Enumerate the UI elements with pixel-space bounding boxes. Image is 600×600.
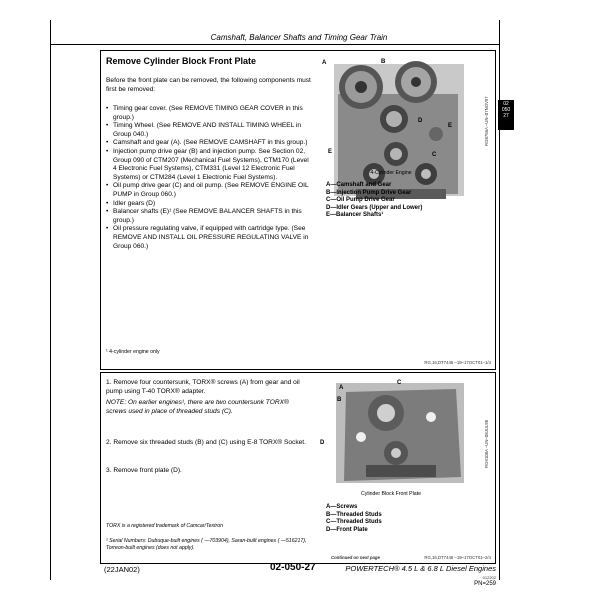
list-item: • Camshaft and gear (A). (See REMOVE CAMSHAFT in this group.) — [106, 139, 311, 148]
page-title: Camshaft, Balancer Shafts and Timing Gear Train — [210, 33, 388, 42]
reference-code: RG,16,DT7446 –19–17OCT01–2/4 — [424, 555, 491, 560]
step-1: 1. Remove four countersunk, TORX® screws (A) from gear and oil pump using T-40 TORX® adapter. — [106, 379, 300, 395]
figure-legend — [326, 504, 382, 534]
note — [106, 399, 311, 416]
footer-date: (22JAN02) — [104, 565, 140, 574]
side-tab-page: 27 — [503, 113, 509, 119]
section-intro: Before the front plate can be removed, the following components must first be removed: — [106, 77, 311, 93]
legend-item: D—Idler Gears (Upper and Lower) — [326, 204, 423, 211]
header-rule — [50, 44, 499, 45]
side-tab-section: 02 — [503, 101, 509, 107]
front-plate-figure — [316, 377, 481, 492]
callout-d: D — [320, 440, 325, 446]
note-label: NOTE: — [106, 399, 127, 406]
footnote: ¹ Serial Numbers: Dubuque-built engines ( —703904), Saran-built engines ( —516217), Torreon-built engines (does not apply). — [106, 538, 307, 551]
legend-item: A—Screws — [326, 504, 358, 510]
side-tab — [498, 100, 514, 130]
figure-id: RG9108A –UN–08JUL98 — [484, 419, 489, 468]
section-remove-front-plate-steps — [100, 372, 496, 564]
callout-c: C — [397, 380, 402, 386]
legend-item: E—Balancer Shafts¹ — [326, 212, 384, 219]
figure-caption: Cylinder Block Front Plate — [361, 491, 421, 497]
reference-code: RG,16,DT7446 –19–17OCT01–1/4 — [424, 360, 491, 365]
list-item: • Timing Wheel. (See REMOVE AND INSTALL TIMING WHEEL in Group 040.) — [106, 122, 311, 139]
list-item: • Idler gears (D) — [106, 200, 311, 209]
list-item: • Oil pump drive gear (C) and oil pump. (See REMOVE ENGINE OIL PUMP in Group 060.) — [106, 182, 311, 199]
callout-b: B — [337, 397, 342, 403]
legend-item: A—Camshaft and Gear — [326, 182, 392, 188]
list-item: • Balancer shafts (E)¹ (See REMOVE BALANCER SHAFTS in this group.) — [106, 208, 311, 225]
footer-pn: PN=259 — [474, 581, 496, 587]
note-text: On earlier engines¹, there are two countersunk TORX® screws used in place of threaded studs (C). — [106, 399, 289, 415]
footer-page-number: 02-050-27 — [270, 562, 316, 573]
callout-c: C — [432, 152, 437, 158]
figure-id: RG8756A –UN–07NOV97 — [484, 96, 489, 146]
prerequisite-list — [106, 105, 311, 251]
step-2: 2. Remove six threaded studs (B) and (C) using E-8 TORX® Socket. — [106, 439, 306, 446]
figure-legend — [326, 182, 422, 220]
legend-item: D—Front Plate — [326, 526, 368, 533]
footer-small-code: 012202 — [482, 575, 496, 580]
trademark-note: TORX is a registered trademark of Camcar/Textron — [106, 523, 224, 529]
list-item: • Oil pressure regulating valve, if equipped with cartridge type. (See REMOVE AND INSTALL OIL PRESSURE REGULATING VALVE in Group 060.) — [106, 225, 311, 251]
list-item: • Timing gear cover. (See REMOVE TIMING GEAR COVER in this group.) — [106, 105, 311, 122]
section-remove-front-plate — [100, 50, 496, 370]
callout-a: A — [339, 385, 344, 391]
callout-e: E — [328, 149, 333, 155]
footer-brand: POWERTECH® 4.5 L & 6.8 L Diesel Engines — [345, 564, 496, 573]
step-3: 3. Remove front plate (D). — [106, 467, 182, 474]
figure-caption: 4-Cylinder Engine — [370, 170, 412, 176]
legend-item: C—Oil Pump Drive Gear — [326, 197, 395, 204]
legend-item: C—Threaded Studs — [326, 519, 382, 526]
section-heading: Remove Cylinder Block Front Plate — [106, 56, 257, 66]
legend-item: B—Injection Pump Drive Gear — [326, 189, 412, 196]
legend-item: B—Threaded Studs — [326, 511, 382, 518]
list-item: • Injection pump drive gear (B) and injection pump. See Section 02, Group 090 of CTM207 (Mechanical Fuel Systems), CTM170 (Level 4 Electronic Fuel Systems), CTM331 (Level 12 Electronic Fuel Systems) or CTM284 (Level 1 Electronic Fuel Systems). — [106, 148, 311, 182]
continued-note: Continued on next page — [331, 555, 380, 560]
callout-e-2: E — [448, 123, 453, 129]
callout-d: D — [418, 118, 423, 124]
callout-a: A — [322, 60, 327, 66]
side-tab-group: 050 — [501, 107, 511, 113]
callout-b: B — [381, 59, 386, 65]
footnote: ¹ 4-cylinder engine only — [106, 349, 160, 355]
